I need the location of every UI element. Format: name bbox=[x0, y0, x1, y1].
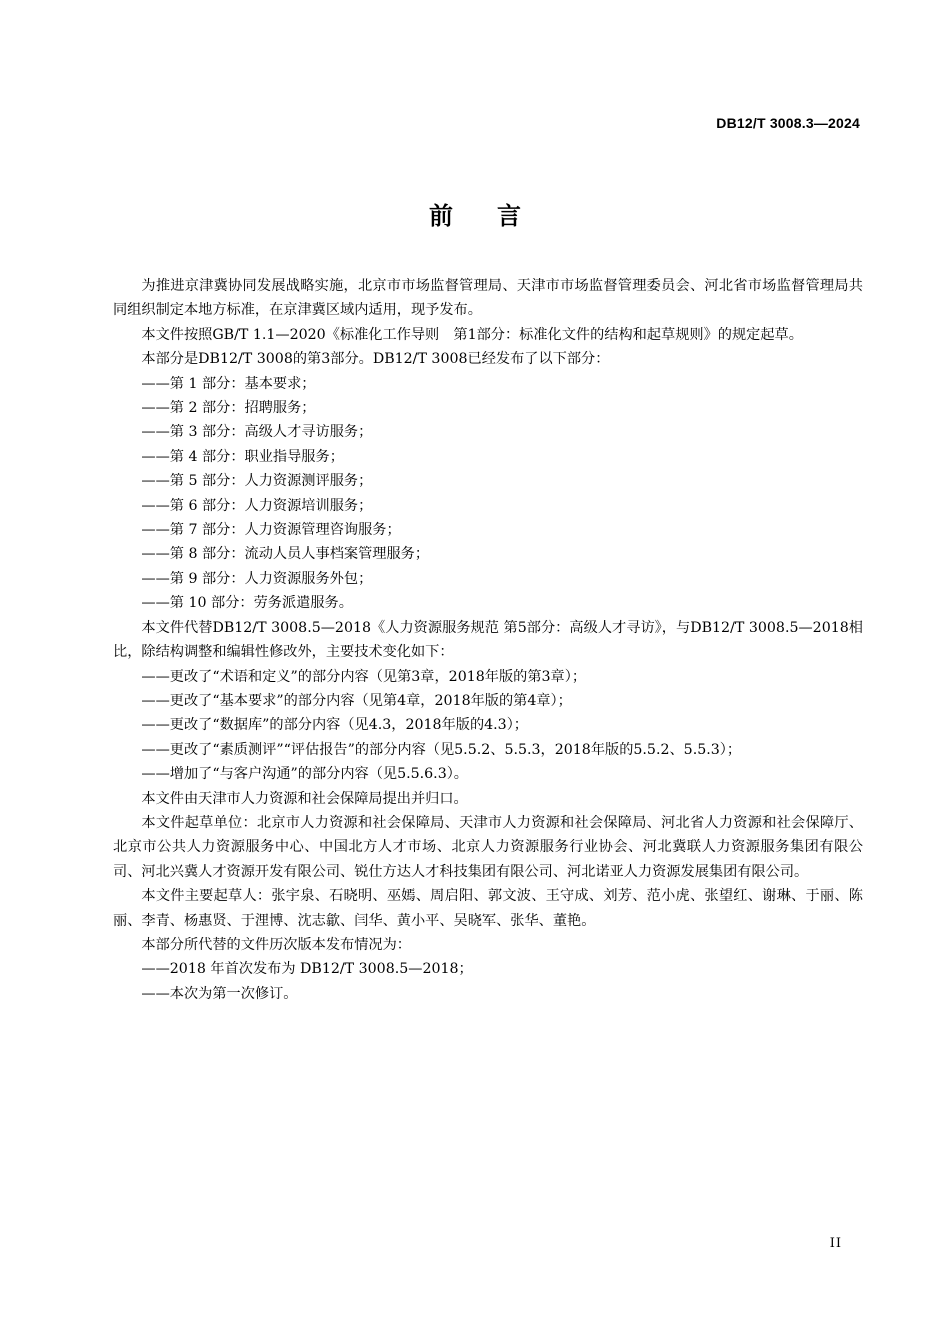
list-item: ——增加了“与客户沟通”的部分内容（见5.5.6.3）。 bbox=[141, 766, 468, 783]
list-item: ——第 8 部分：流动人员人事档案管理服务； bbox=[141, 546, 430, 563]
page-number: II bbox=[829, 1236, 842, 1251]
document-body bbox=[113, 274, 863, 1006]
list-item: ——第 4 部分：职业指导服务； bbox=[141, 448, 344, 465]
list-item: ——第 3 部分：高级人才寻访服务； bbox=[141, 424, 373, 441]
standard-code: DB12/T 3008.3—2024 bbox=[716, 115, 860, 131]
list-item: ——2018 年首次发布为 DB12/T 3008.5—2018； bbox=[141, 961, 473, 978]
paragraph: 本文件由天津市人力资源和社会保障局提出并归口。 bbox=[141, 790, 468, 807]
list-item: ——第 2 部分：招聘服务； bbox=[141, 400, 316, 417]
paragraph: 本文件主要起草人：张宇泉、石晓明、巫嫣、周启阳、郭文波、王守成、刘芳、范小虎、张望红、谢琳、于丽、陈丽、李青、杨惠贤、于浬博、沈志歙、闫华、黄小平、吴晓军、张华、董艳。 bbox=[113, 888, 863, 929]
list-item: ——更改了“基本要求”的部分内容（见第4章，2018年版的第4章）； bbox=[141, 692, 572, 709]
paragraph: 本部分所代替的文件历次版本发布情况为： bbox=[141, 936, 411, 953]
paragraph: 本部分是DB12/T 3008的第3部分。DB12/T 3008已经发布了以下部分： bbox=[141, 351, 610, 368]
list-item: ——第 9 部分：人力资源服务外包； bbox=[141, 570, 373, 587]
list-item: ——第 1 部分：基本要求； bbox=[141, 375, 316, 392]
list-item: ——第 10 部分：劳务派遣服务。 bbox=[141, 595, 353, 612]
paragraph: 为推进京津冀协同发展战略实施，北京市市场监督管理局、天津市市场监督管理委员会、河北省市场监督管理局共同组织制定本地方标准，在京津冀区域内适用，现予发布。 bbox=[113, 278, 863, 319]
paragraph: 本文件按照GB/T 1.1—2020《标准化工作导则 第1部分：标准化文件的结构和起草规则》的规定起草。 bbox=[141, 326, 803, 343]
paragraph: 本文件代替DB12/T 3008.5—2018《人力资源服务规范 第5部分：高级人才寻访》，与DB12/T 3008.5—2018相比，除结构调整和编辑性修改外，主要技术变化如下： bbox=[113, 619, 863, 661]
list-item: ——更改了“数据库”的部分内容（见4.3，2018年版的4.3）； bbox=[141, 717, 528, 734]
list-item: ——第 5 部分：人力资源测评服务； bbox=[141, 473, 373, 490]
list-item: ——第 7 部分：人力资源管理咨询服务； bbox=[141, 522, 401, 539]
paragraph: 本文件起草单位：北京市人力资源和社会保障局、天津市人力资源和社会保障局、河北省人力资源和社会保障厅、北京市公共人力资源服务中心、中国北方人才市场、北京人力资源服务行业协会、河北冀联人力资源服务集团有限公司、河北兴冀人才资源开发有限公司、锐仕方达人才科技集团有限公司、河北诺亚人力资源发展集团有限公司。 bbox=[113, 814, 863, 880]
list-item: ——更改了“术语和定义”的部分内容（见第3章，2018年版的第3章）； bbox=[141, 668, 587, 685]
list-item: ——第 6 部分：人力资源培训服务； bbox=[141, 497, 373, 514]
page-title: 前言 bbox=[429, 202, 565, 230]
list-item: ——更改了“素质测评”“评估报告”的部分内容（见5.5.2、5.5.3，2018年版的5.5.2、5.5.3）； bbox=[141, 741, 742, 758]
list-item: ——本次为第一次修订。 bbox=[141, 985, 298, 1002]
